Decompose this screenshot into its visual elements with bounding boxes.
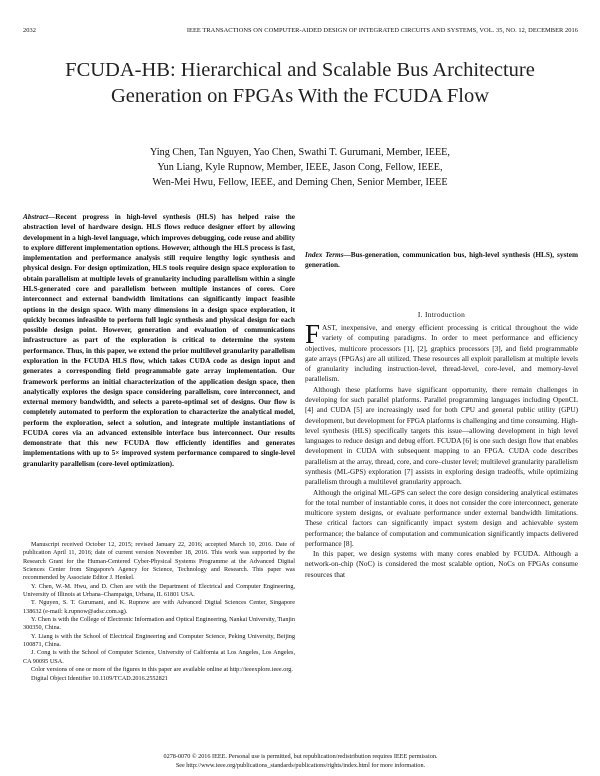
footnotes bbox=[23, 541, 295, 683]
intro-paragraph: Although the original ML-GPS can select the core design considering analytical estimates for the total number of instantiable cores, it does not consider the core interconnect, generate multicore system designs, or evaluate performance under external bandwidth limitations. These critical factors can significantly impact system design and achievable system performance; the balance of computation and communication significantly impacts delivered performance [8]. bbox=[305, 488, 578, 548]
author-line: Wen-Mei Hwu, Fellow, IEEE, and Deming Chen, Senior Member, IEEE bbox=[152, 177, 448, 189]
drop-cap: F bbox=[305, 319, 321, 349]
abstract-label: Abstract bbox=[23, 213, 48, 221]
paper-title: FCUDA-HB: Hierarchical and Scalable Bus Architecture Generation on FPGAs With the FCUDA Flow bbox=[65, 59, 535, 107]
index-terms-label: Index Terms bbox=[305, 251, 344, 259]
footnote: Digital Object Identifier 10.1109/TCAD.2016.2552821 bbox=[31, 674, 168, 682]
copyright-footer bbox=[23, 753, 578, 770]
index-terms bbox=[305, 250, 578, 271]
abstract bbox=[23, 212, 295, 469]
index-terms-text: —Bus-generation, communication bus, high-level synthesis (HLS), system generation. bbox=[305, 251, 578, 270]
footnote: Manuscript received October 12, 2015; revised January 22, 2016; accepted March 10, 2016. Date of publication April 11, 2016; date of current version November 18, 2016. This work was supported by the Research Grant for the Human-Centered Cyber-Physical Systems Programme at the Advanced Digital Sciences Center from Singapore's Agency for Science, Technology and Research. This paper was recommended by Associate Editor J. Henkel. bbox=[23, 541, 295, 582]
intro-paragraph bbox=[305, 319, 578, 385]
section-heading: I. Introduction bbox=[417, 310, 466, 319]
author-list bbox=[40, 145, 560, 191]
footnote: Y. Chen is with the College of Electronic Information and Optical Engineering, Nankai University, Tianjin 300350, China. bbox=[23, 616, 295, 632]
page-number: 2032 bbox=[23, 27, 36, 34]
footnote: Y. Chen, W.-M. Hwu, and D. Chen are with the Department of Electrical and Computer Engineering, University of Illinois at Urbana–Champaign, Urbana, IL 61801 USA. bbox=[23, 582, 295, 599]
intro-paragraph: Although these platforms have significant opportunity, there remain challenges in developing for such parallel platforms. Parallel programming languages including OpenCL [4] and CUDA [5] are increasingly used for both CPU and general public utility (GPU) development, but development for FPGA platforms is challenging and time consuming. High-level synthesis (HLS) specifically targets this issue—allowing development in high level languages to reduce design and debug effort. FCUDA [6] is one such design flow that enables development in CUDA with subsequent mapping to an FPGA. CUDA code describes parallelism at the array, thread, core, and core–cluster level; multilevel granularity parallelism synthesis (ML-GPS) exploration [7] assists in exploring design tradeoffs, while optimizing parallelism through a multilevel granularity approach. bbox=[305, 385, 578, 487]
footnote: T. Nguyen, S. T. Gurumani, and K. Rupnow are with Advanced Digital Sciences Center, Singapore 138632 (e-mail: k.rupnow@adsc.com.sg). bbox=[23, 599, 295, 615]
intro-paragraph: In this paper, we design systems with many cores enabled by FCUDA. Although a network-on-chip (NoC) is considered the most scalable option, NoCs on FPGAs consume resources that bbox=[305, 550, 578, 579]
copyright-line: 0278-0070 © 2016 IEEE. Personal use is permitted, but republication/redistribution requires IEEE permission. bbox=[163, 753, 438, 760]
author-line: Yun Liang, Kyle Rupnow, Member, IEEE, Jason Cong, Fellow, IEEE, bbox=[157, 162, 443, 174]
journal-header: IEEE TRANSACTIONS ON COMPUTER-AIDED DESIGN OF INTEGRATED CIRCUITS AND SYSTEMS, VOL. 35, NO. 12, DECEMBER 2016 bbox=[186, 27, 578, 34]
footnote: Y. Liang is with the School of Electrical Engineering and Computer Science, Peking University, Beijing 100871, China. bbox=[23, 632, 295, 649]
introduction-body bbox=[305, 319, 578, 580]
intro-paragraph-text: AST, inexpensive, and energy efficient processing is critical throughout the wide variety of computing paradigms. In order to meet performance and efficiency objectives, multicore processors [1], [2], graphics processors [3], and field programmable gate arrays (FPGAs) are all utilized. These resources all exploit parallelism at multiple levels of granularity including instruction-level, thread-level, core-level, and memory-level parallelism. bbox=[305, 324, 578, 384]
author-line: Ying Chen, Tan Nguyen, Yao Chen, Swathi T. Gurumani, Member, IEEE, bbox=[150, 147, 450, 158]
footnote: J. Cong is with the School of Computer Science, University of California at Los Angeles, Los Angeles, CA 90095 USA. bbox=[23, 649, 295, 665]
footnote: Color versions of one or more of the figures in this paper are available online at http://ieeexplore.ieee.org. bbox=[31, 666, 293, 674]
rights-line: See http://www.ieee.org/publications_standards/publications/rights/index.html for more information. bbox=[175, 761, 426, 769]
abstract-text: —Recent progress in high-level synthesis (HLS) has helped raise the abstraction level of hardware design. HLS flows reduce designer effort by allowing development in a high-level language, which improves debugging, code reuse and ability to explore different implementation options. However, although the HLS process is fast, implementation and performance analysis still require lengthy logic synthesis and physical design. For design optimization, HLS tools require design space exploration to obtain parallelism at multiple levels of granularity including parallelism within a single HLS-generated core and parallelism between multiple instances of cores. Core interconnect and external bandwidth limitations can significantly impact feasible options in the design space. With many dimensions in a design space exploration, it quickly becomes infeasible to perform full logic synthesis and physical design for each possible design point. However, generation and evaluation of communications infrastructure as part of the exploration is critical to determine the system performance. Thus, in this paper, we extend the prior multilevel granularity parallelism exploration in the FCUDA HLS flow, which takes CUDA code as design input and generates a corresponding field programmable gate array implementation. Our framework performs an initial characterization of the application design space, then analytically explores the design space considering parallelism, core interconnect, and external memory bandwidth, and selects a pareto-optimal set of designs. Our flow is completely automated to perform the exploration to characterize the analytical model, perform the exploration, select a solution, and integrate multiple instantiations of FCUDA cores via an advanced extensible interface bus interconnect. Our results demonstrate that this new FCUDA flow efficiently identifies and generates implementations with up to 5× improved system performance compared to single-level granularity parallelism (core-level optimization). bbox=[23, 213, 295, 468]
running-header bbox=[23, 27, 578, 37]
